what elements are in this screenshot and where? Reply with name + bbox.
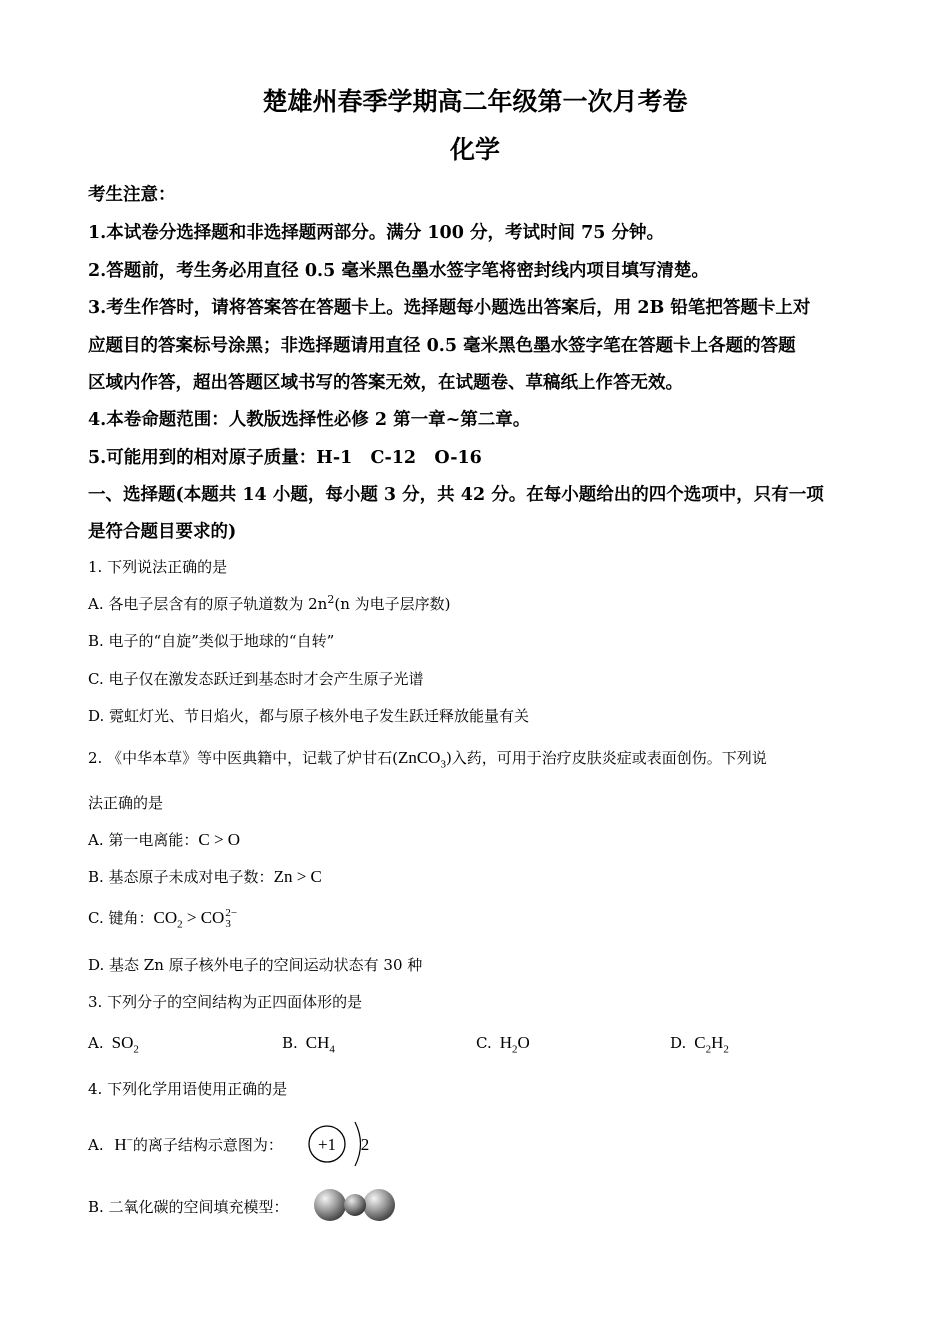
- q3-option-b: [282, 1033, 335, 1056]
- q1-option-a-superscript: 2: [327, 593, 335, 606]
- q2-stem-continued: 法正确的是: [88, 794, 164, 812]
- q1-option-a-text: A. 各电子层含有的原子轨道数为 2n: [88, 595, 328, 613]
- oxygen-atom-right: [363, 1189, 395, 1221]
- q2-option-b-expression: Zn > C: [273, 867, 322, 886]
- shell-electron-count: 2: [360, 1135, 370, 1154]
- q2-stem: [88, 747, 767, 771]
- h2o-subscript: 2: [512, 1043, 518, 1056]
- section-heading-line-2: 是符合题目要求的): [88, 522, 237, 542]
- ion-structure-diagram: [306, 1118, 376, 1170]
- h2o-formula-o: O: [517, 1033, 530, 1052]
- section-heading-line-1: 一、选择题(本题共 14 小题，每小题 3 分，共 42 分。在每小题给出的四个选项中，只有一项: [88, 485, 824, 505]
- notice-item-5-label: 5.可能用到的相对原子质量：: [88, 448, 317, 468]
- q3-option-a-formula: [111, 1033, 139, 1056]
- atomic-masses: H-1 C-12 O-16: [316, 448, 482, 468]
- carbon-atom: [344, 1194, 366, 1216]
- ch4-subscript: 4: [329, 1043, 335, 1056]
- notice-item-4: 4.本卷命题范围：人教版选择性必修 2 第一章~第二章。: [88, 410, 531, 430]
- hydride-ion: [114, 1135, 133, 1154]
- q2-stem-text-end: )入药，可用于治疗皮肤炎症或表面创伤。下列说: [445, 749, 767, 767]
- q2-option-a-text: A. 第一电离能：: [88, 831, 199, 849]
- notice-item-3-line-1: 3.考生作答时，请将答案答在答题卡上。选择题每小题选出答案后，用 2B 铅笔把答题卡上对: [88, 298, 811, 318]
- ch4-formula: CH: [305, 1033, 330, 1052]
- q2-option-b: [88, 866, 322, 887]
- q3-option-c-formula: [499, 1033, 530, 1056]
- q2-option-c: [88, 907, 237, 930]
- carbonate-subscript: 3: [225, 918, 231, 931]
- notice-item-2: 2.答题前，考生务必用直径 0.5 毫米黑色墨水签字笔将密封线内项目填写清楚。: [88, 261, 709, 281]
- notice-item-5: [88, 444, 482, 469]
- q1-stem: 1. 下列说法正确的是: [88, 558, 228, 576]
- q4-option-b: B. 二氧化碳的空间填充模型：: [88, 1198, 289, 1216]
- q2-formula-main: ZnCO: [397, 748, 441, 767]
- nucleus-charge: +1: [317, 1135, 337, 1154]
- hydride-charge: −: [126, 1134, 133, 1147]
- q3-option-a: [88, 1033, 139, 1056]
- q2-option-c-text: C. 键角：: [88, 909, 154, 927]
- q3-option-d-formula: [694, 1033, 729, 1056]
- c2h2-formula-h: H: [711, 1033, 724, 1052]
- carbonate-formula: CO: [200, 908, 225, 927]
- exam-title: 楚雄州春季学期高二年级第一次月考卷: [262, 87, 688, 116]
- oxygen-atom-left: [314, 1189, 346, 1221]
- q3-option-b-label: B.: [282, 1034, 298, 1052]
- q2-option-a-expression: C > O: [198, 830, 241, 849]
- notice-item-3-line-2: 应题目的答案标号涂黑；非选择题请用直径 0.5 毫米黑色墨水签字笔在答题卡上各题的答题: [88, 336, 796, 356]
- q4-option-a-text: 的离子结构示意图为：: [132, 1136, 283, 1154]
- co2-space-filling-model: [312, 1188, 398, 1222]
- q4-option-a: [88, 1134, 283, 1155]
- q1-option-b: B. 电子的“自旋”类似于地球的“自转”: [88, 632, 335, 650]
- c2h2-formula-c: C: [694, 1033, 706, 1052]
- q2-formula: [397, 748, 446, 771]
- q4-option-a-label: A.: [88, 1136, 104, 1154]
- c2h2-subscript-c: 2: [705, 1043, 712, 1056]
- carbonate-indices: [225, 908, 237, 930]
- carbonate-charge: 2−: [225, 907, 238, 920]
- q1-option-a-note: (n 为电子层序数): [334, 595, 451, 613]
- hydride-symbol: H: [114, 1135, 127, 1154]
- q3-option-a-label: A.: [88, 1034, 104, 1052]
- q3-option-d-label: D.: [670, 1034, 687, 1052]
- q3-option-c: [476, 1033, 530, 1056]
- q3-stem: 3. 下列分子的空间结构为正四面体形的是: [88, 993, 363, 1011]
- q3-option-d: [670, 1033, 729, 1056]
- h2o-formula-h: H: [499, 1033, 512, 1052]
- q2-stem-text: 2. 《中华本草》等中医典籍中，记载了炉甘石(: [88, 749, 398, 767]
- so2-subscript: 2: [133, 1043, 139, 1056]
- c2h2-subscript-h: 2: [723, 1043, 729, 1056]
- q1-option-d: D. 霓虹灯光、节日焰火，都与原子核外电子发生跃迁释放能量有关: [88, 707, 530, 725]
- q3-option-b-formula: [305, 1033, 335, 1056]
- notice-item-3-line-3: 区域内作答，超出答题区域书写的答案无效，在试题卷、草稿纸上作答无效。: [88, 373, 683, 393]
- q1-option-a: [88, 593, 450, 614]
- so2-formula: SO: [111, 1033, 134, 1052]
- comparison-operator: >: [182, 908, 201, 927]
- q4-stem: 4. 下列化学用语使用正确的是: [88, 1080, 288, 1098]
- q2-option-b-text: B. 基态原子未成对电子数：: [88, 868, 274, 886]
- q2-option-a: [88, 829, 240, 850]
- co2-subscript: 2: [177, 918, 183, 931]
- q3-option-c-label: C.: [476, 1034, 492, 1052]
- q2-option-d: D. 基态 Zn 原子核外电子的空间运动状态有 30 种: [88, 956, 423, 974]
- notice-heading: 考生注意：: [88, 185, 176, 205]
- q2-option-c-expression: [153, 907, 238, 931]
- electron-shell-arc: [355, 1122, 361, 1166]
- q2-formula-sub: 3: [440, 758, 446, 771]
- notice-item-1: 1.本试卷分选择题和非选择题两部分。满分 100 分，考试时间 75 分钟。: [88, 223, 665, 243]
- subject-title: 化学: [449, 135, 500, 164]
- q1-option-c: C. 电子仅在激发态跃迁到基态时才会产生原子光谱: [88, 670, 424, 688]
- co2-formula: CO: [153, 908, 178, 927]
